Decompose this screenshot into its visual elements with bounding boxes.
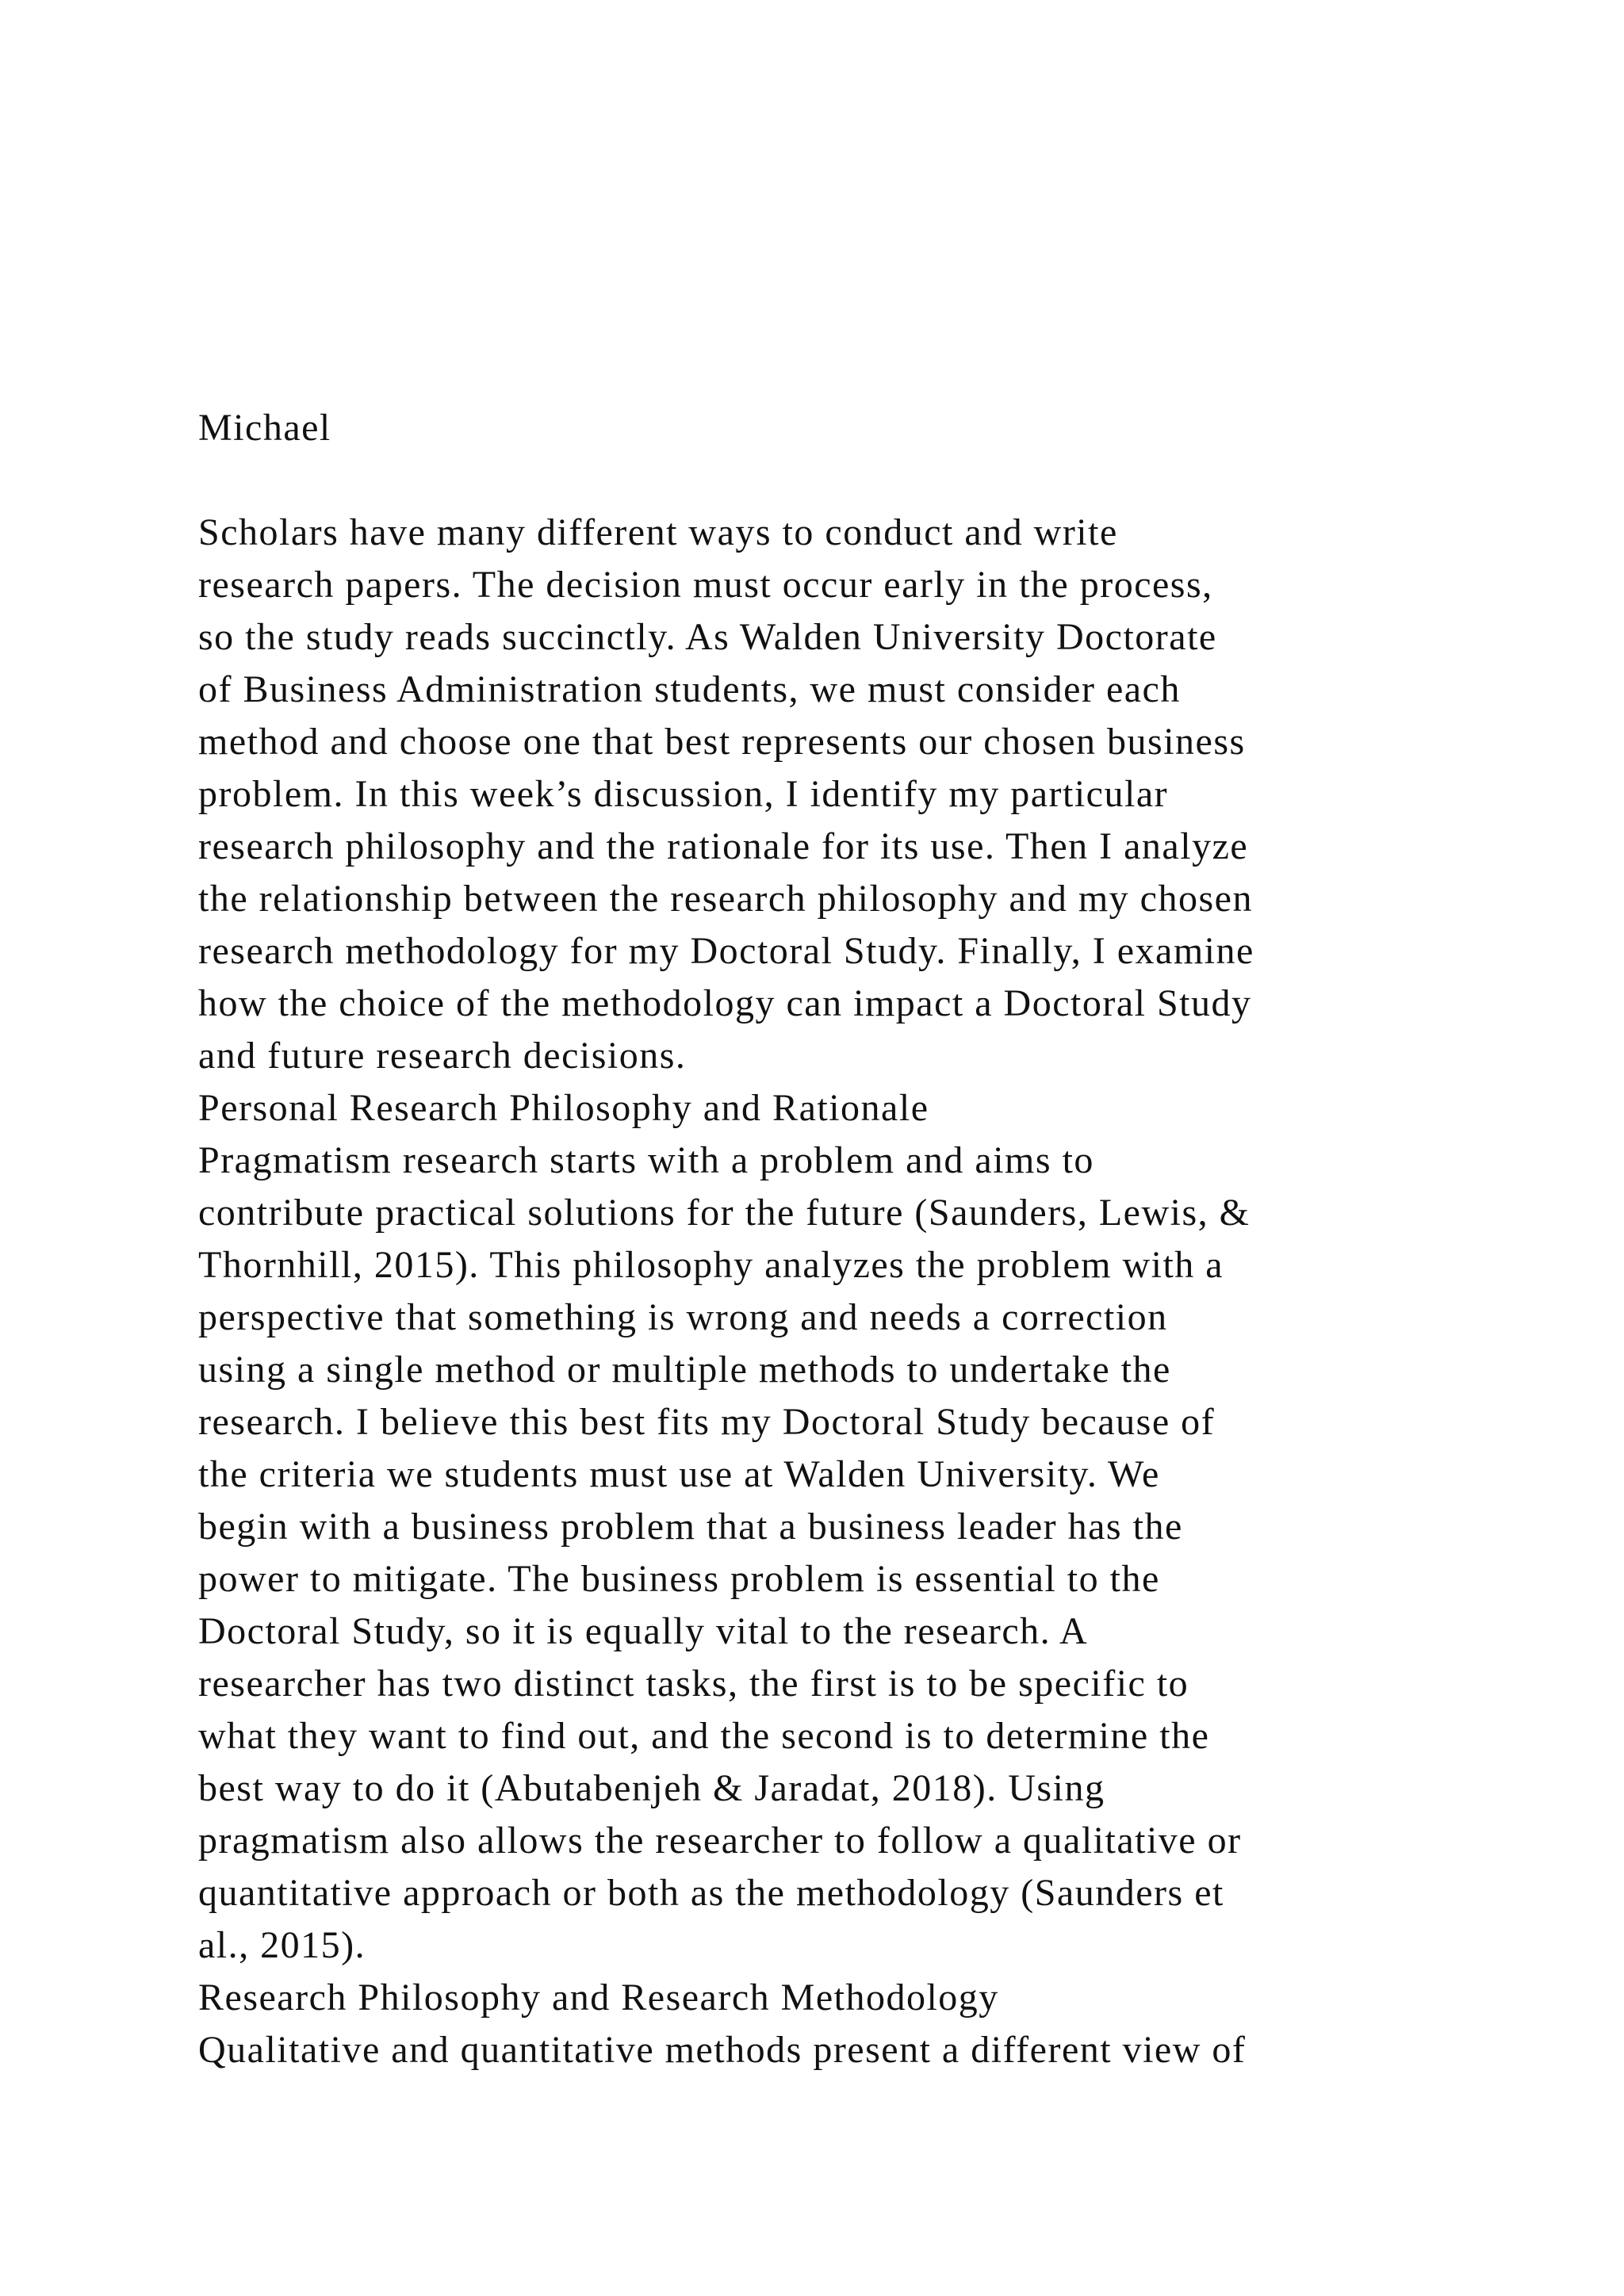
section-1-line: quantitative approach or both as the methodology (Saunders et [198,1872,1224,1914]
section-1-line: Doctoral Study, so it is equally vital to the research. A [198,1610,1089,1652]
section-1-line: best way to do it (Abutabenjeh & Jaradat, 2018). Using [198,1767,1105,1809]
section-1-line: the criteria we students must use at Walden University. We [198,1453,1160,1495]
intro-line: Scholars have many different ways to conduct and write [198,511,1118,553]
intro-line: how the choice of the methodology can impact a Doctoral Study [198,982,1252,1024]
section-1-line: al., 2015). [198,1924,366,1966]
intro-line: the relationship between the research philosophy and my chosen [198,878,1253,920]
section-1-line: researcher has two distinct tasks, the first is to be specific to [198,1663,1189,1705]
document-body [198,402,1499,2076]
intro-line: research philosophy and the rationale for its use. Then I analyze [198,825,1249,867]
section-1-line: research. I believe this best fits my Doctoral Study because of [198,1401,1216,1443]
section-1-line: what they want to find out, and the second is to determine the [198,1715,1210,1757]
intro-line: research papers. The decision must occur early in the process, [198,564,1213,606]
section-heading-philosophy: Personal Research Philosophy and Rationale [198,1087,929,1129]
section-2-line: Qualitative and quantitative methods present a different view of [198,2029,1247,2071]
paragraph-gap [198,454,1499,507]
section-1-line: Thornhill, 2015). This philosophy analyzes the problem with a [198,1244,1224,1286]
section-1-line: pragmatism also allows the researcher to follow a qualitative or [198,1820,1242,1862]
section-1-line: begin with a business problem that a business leader has the [198,1506,1183,1548]
section-1-line: perspective that something is wrong and needs a correction [198,1296,1168,1338]
section-1-line: power to mitigate. The business problem is essential to the [198,1558,1160,1600]
section-1-line: Pragmatism research starts with a problem and aims to [198,1139,1094,1181]
section-1-line: using a single method or multiple methods to undertake the [198,1349,1171,1391]
intro-line: method and choose one that best represents our chosen business [198,721,1246,763]
intro-line: and future research decisions. [198,1035,687,1077]
intro-line: research methodology for my Doctoral Study. Finally, I examine [198,930,1254,972]
section-heading-methodology: Research Philosophy and Research Methodology [198,1976,999,2019]
intro-line: so the study reads succinctly. As Walden University Doctorate [198,616,1217,658]
author-name: Michael [198,407,331,449]
intro-line: of Business Administration students, we must consider each [198,668,1181,710]
section-1-line: contribute practical solutions for the future (Saunders, Lewis, & [198,1192,1251,1234]
intro-line: problem. In this week’s discussion, I identify my particular [198,773,1169,815]
